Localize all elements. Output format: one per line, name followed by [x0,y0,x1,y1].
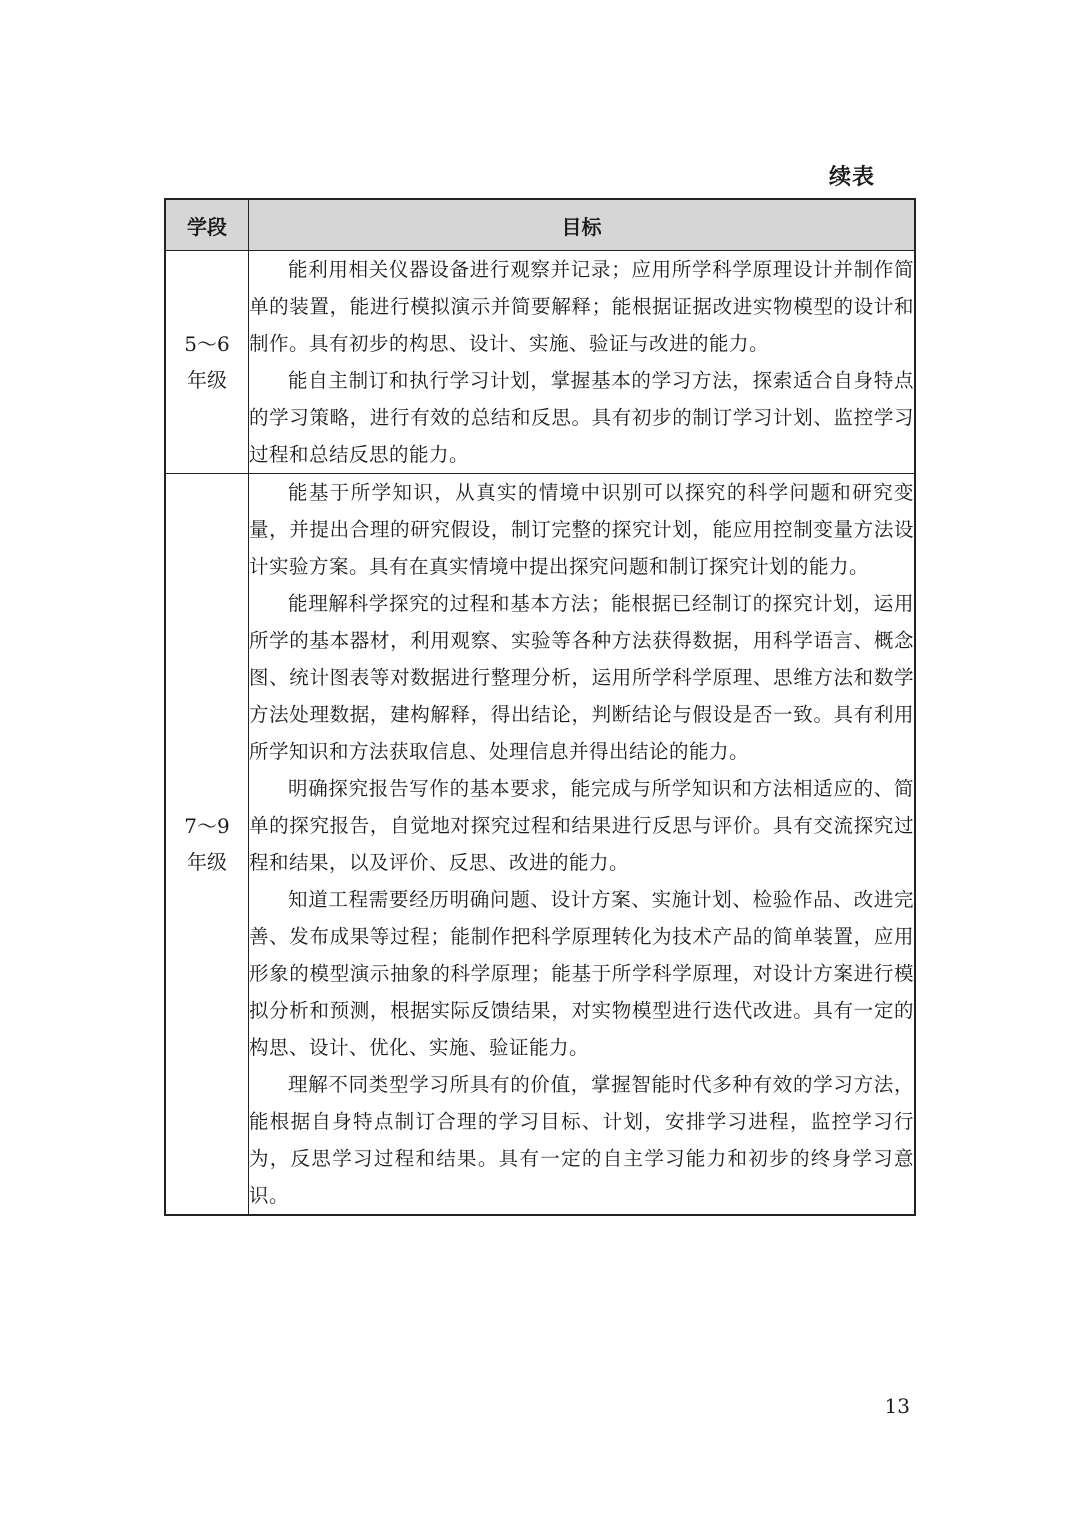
stage-grade-label: 年级 [187,368,227,392]
goal-paragraph: 明确探究报告写作的基本要求，能完成与所学知识和方法相适应的、简单的探究报告，自觉地对探究过程和结果进行反思与评价。具有交流探究过程和结果，以及评价、反思、改进的能力。 [249,777,914,874]
goal-paragraph: 能理解科学探究的过程和基本方法；能根据已经制订的探究计划，运用所学的基本器材，利用观察、实验等各种方法获得数据，用科学语言、概念图、统计图表等对数据进行整理分析，运用所学科学原理、思维方法和数学方法处理数据，建构解释，得出结论，判断结论与假设是否一致。具有利用所学知识和方法获取信息、处理信息并得出结论的能力。 [249,592,914,763]
goal-paragraph: 能利用相关仪器设备进行观察并记录；应用所学科学原理设计并制作简单的装置，能进行模拟演示并简要解释；能根据证据改进实物模型的设计和制作。具有初步的构思、设计、实施、验证与改进的能力。 [249,258,914,355]
goal-paragraph: 理解不同类型学习所具有的价值，掌握智能时代多种有效的学习方法，能根据自身特点制订合理的学习目标、计划，安排学习进程，监控学习行为，反思学习过程和结果。具有一定的自主学习能力和初步的终身学习意识。 [249,1073,914,1207]
continued-table-label: 续表 [828,165,875,190]
table-row-grade-5-6 [165,251,915,474]
stage-cell [165,251,249,474]
page-number: 13 [884,1394,910,1418]
table-row-grade-7-9 [165,474,915,1216]
goal-paragraph: 能自主制订和执行学习计划，掌握基本的学习方法，探索适合自身特点的学习策略，进行有效的总结和反思。具有初步的制订学习计划、监控学习过程和总结反思的能力。 [249,369,914,466]
goal-paragraph: 能基于所学知识，从真实的情境中识别可以探究的科学问题和研究变量，并提出合理的研究假设，制订完整的探究计划，能应用控制变量方法设计实验方案。具有在真实情境中提出探究问题和制订探究计划的能力。 [249,481,914,578]
stage-range: 5～6 [184,332,230,356]
goal-cell [249,251,916,474]
stage-cell [165,474,249,1216]
stage-grade-label: 年级 [187,850,227,874]
stage-goals-table [164,198,916,1216]
goal-paragraph: 知道工程需要经历明确问题、设计方案、实施计划、检验作品、改进完善、发布成果等过程；能制作把科学原理转化为技术产品的简单装置，应用形象的模型演示抽象的科学原理；能基于所学科学原理，对设计方案进行模拟分析和预测，根据实际反馈结果，对实物模型进行迭代改进。具有一定的构思、设计、优化、实施、验证能力。 [249,888,914,1059]
header-stage: 学段 [165,199,249,251]
header-goal: 目标 [249,199,916,251]
stage-range: 7～9 [184,814,230,838]
table-header-row [165,199,915,251]
goal-cell [249,474,916,1216]
